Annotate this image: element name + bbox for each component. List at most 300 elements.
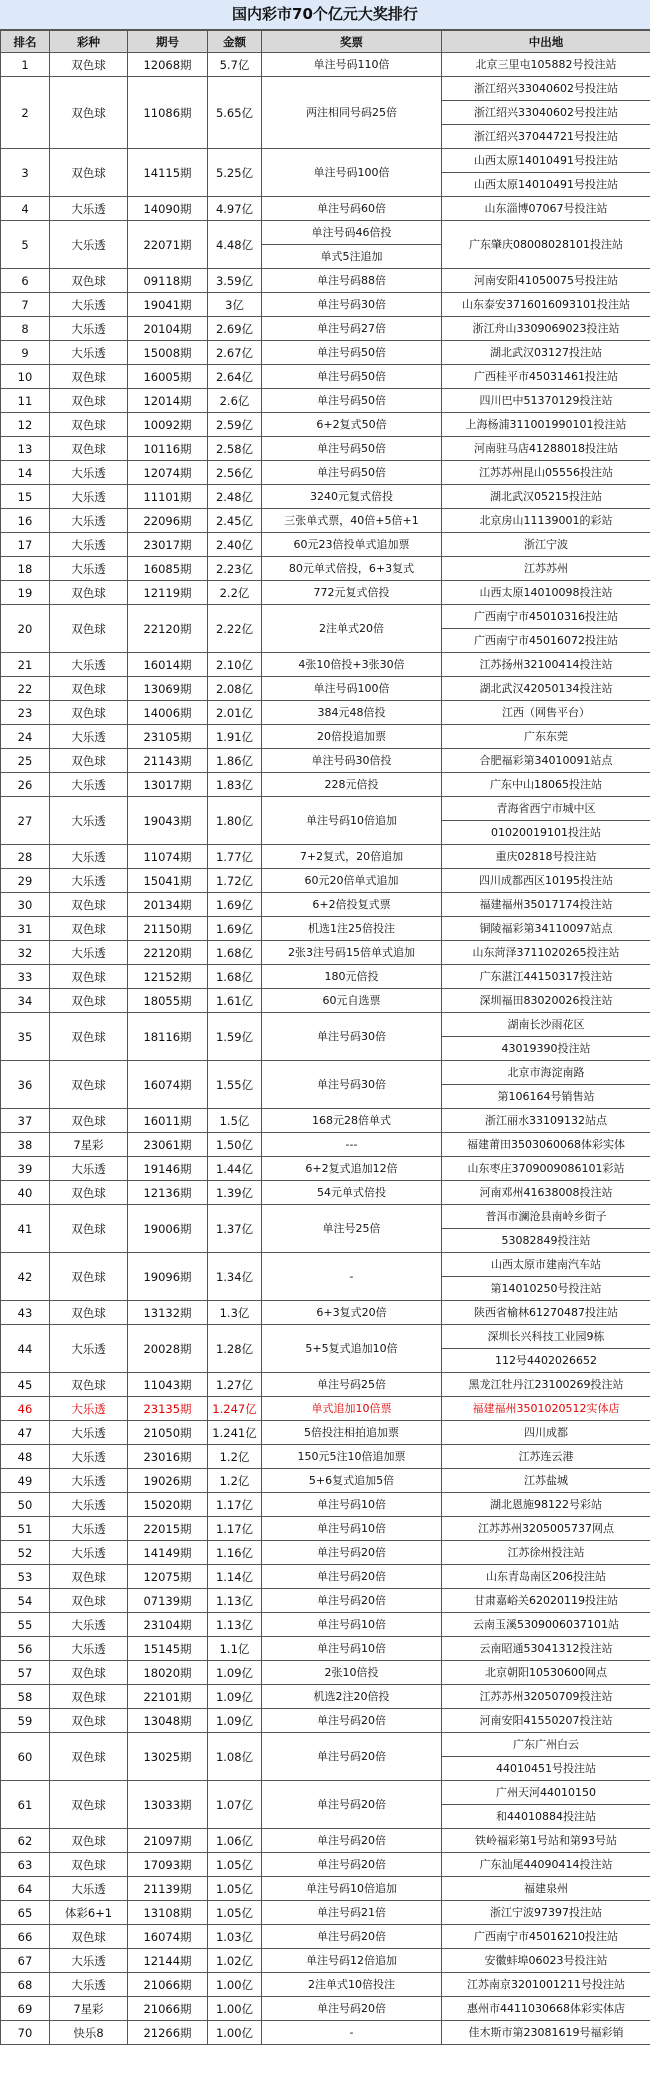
type-cell: 双色球 <box>50 965 128 989</box>
rank-cell: 11 <box>1 389 50 413</box>
rank-cell: 62 <box>1 1829 50 1853</box>
rank-cell: 2 <box>1 77 50 149</box>
location-cell: 北京三里屯105882号投注站 <box>442 53 650 77</box>
amount-cell: 2.69亿 <box>208 317 262 341</box>
table-row <box>1 1061 650 1085</box>
table-row <box>1 437 650 461</box>
table-row <box>1 77 650 101</box>
location-cell: 广东东莞 <box>442 725 650 749</box>
award-cell: 单注号码20倍 <box>262 1733 442 1781</box>
location-cell: 陕西省榆林61270487投注站 <box>442 1301 650 1325</box>
location-cell: 江苏苏州32050709投注站 <box>442 1685 650 1709</box>
amount-cell: 2.45亿 <box>208 509 262 533</box>
amount-cell: 2.6亿 <box>208 389 262 413</box>
amount-cell: 1.09亿 <box>208 1661 262 1685</box>
location-cell: 铜陵福彩第34110097站点 <box>442 917 650 941</box>
amount-cell: 1.28亿 <box>208 1325 262 1373</box>
table-row <box>1 1661 650 1685</box>
amount-cell: 1.55亿 <box>208 1061 262 1109</box>
issue-cell: 11043期 <box>128 1373 208 1397</box>
issue-cell: 16011期 <box>128 1109 208 1133</box>
location-cell: 四川巴中51370129投注站 <box>442 389 650 413</box>
location-cell: 湖北武汉42050134投注站 <box>442 677 650 701</box>
award-cell: 168元28倍单式 <box>262 1109 442 1133</box>
award-cell: 单注号码25倍 <box>262 1373 442 1397</box>
issue-cell: 17093期 <box>128 1853 208 1877</box>
amount-cell: 1.2亿 <box>208 1445 262 1469</box>
issue-cell: 15041期 <box>128 869 208 893</box>
issue-cell: 19096期 <box>128 1253 208 1301</box>
award-cell: 单注号码10倍 <box>262 1613 442 1637</box>
location-cell: 江苏徐州投注站 <box>442 1541 650 1565</box>
location-cell: 广西桂平市45031461投注站 <box>442 365 650 389</box>
issue-cell: 11101期 <box>128 485 208 509</box>
type-cell: 大乐透 <box>50 1973 128 1997</box>
rank-cell: 61 <box>1 1781 50 1829</box>
amount-cell: 1.07亿 <box>208 1781 262 1829</box>
type-cell: 双色球 <box>50 77 128 149</box>
location-cell: 普洱市澜沧县南岭乡街子 <box>442 1205 650 1229</box>
location-cell: 深圳长兴科技工业园9栋 <box>442 1325 650 1349</box>
award-cell: 单注号码20倍 <box>262 1853 442 1877</box>
table-row <box>1 1325 650 1349</box>
type-cell: 双色球 <box>50 677 128 701</box>
award-header: 奖票 <box>262 31 442 53</box>
rank-cell: 27 <box>1 797 50 845</box>
type-cell: 7星彩 <box>50 1997 128 2021</box>
issue-cell: 11074期 <box>128 845 208 869</box>
type-cell: 双色球 <box>50 1301 128 1325</box>
table-row <box>1 701 650 725</box>
table-row <box>1 509 650 533</box>
award-cell: 两注相同号码25倍 <box>262 77 442 149</box>
rank-cell: 39 <box>1 1157 50 1181</box>
amount-cell: 2.22亿 <box>208 605 262 653</box>
table-row <box>1 1301 650 1325</box>
rank-cell: 52 <box>1 1541 50 1565</box>
rank-cell: 43 <box>1 1301 50 1325</box>
award-cell: 5倍投注相拍追加票 <box>262 1421 442 1445</box>
award-cell: 单注号码50倍 <box>262 365 442 389</box>
type-cell: 双色球 <box>50 1181 128 1205</box>
award-cell: 单式5注追加 <box>262 245 442 269</box>
award-cell: 单注号码30倍 <box>262 1013 442 1061</box>
issue-cell: 23135期 <box>128 1397 208 1421</box>
table-row <box>1 1205 650 1229</box>
table-row <box>1 1013 650 1037</box>
amount-cell: 1.00亿 <box>208 1997 262 2021</box>
rank-cell: 24 <box>1 725 50 749</box>
type-cell: 双色球 <box>50 1373 128 1397</box>
award-cell: 单注号码20倍 <box>262 1709 442 1733</box>
type-cell: 大乐透 <box>50 1397 128 1421</box>
rank-cell: 7 <box>1 293 50 317</box>
type-cell: 双色球 <box>50 389 128 413</box>
rank-cell: 4 <box>1 197 50 221</box>
location-cell: 江苏苏州昆山05556投注站 <box>442 461 650 485</box>
award-cell: 2张10倍投 <box>262 1661 442 1685</box>
amount-cell: 1.80亿 <box>208 797 262 845</box>
rank-cell: 41 <box>1 1205 50 1253</box>
issue-cell: 13017期 <box>128 773 208 797</box>
type-cell: 快乐8 <box>50 2021 128 2045</box>
location-cell: 43019390投注站 <box>442 1037 650 1061</box>
amount-cell: 1.86亿 <box>208 749 262 773</box>
amount-cell: 1.3亿 <box>208 1301 262 1325</box>
type-cell: 双色球 <box>50 1661 128 1685</box>
issue-cell: 12075期 <box>128 1565 208 1589</box>
amount-cell: 1.68亿 <box>208 965 262 989</box>
location-cell: 广东肇庆08008028101投注站 <box>442 221 650 269</box>
type-cell: 大乐透 <box>50 1637 128 1661</box>
award-cell: 单注号码10倍追加 <box>262 1877 442 1901</box>
issue-cell: 15145期 <box>128 1637 208 1661</box>
location-cell: 山东淄博07067号投注站 <box>442 197 650 221</box>
type-cell: 双色球 <box>50 581 128 605</box>
type-cell: 大乐透 <box>50 1517 128 1541</box>
rank-cell: 33 <box>1 965 50 989</box>
amount-cell: 4.97亿 <box>208 197 262 221</box>
table-row <box>1 1157 650 1181</box>
type-cell: 双色球 <box>50 749 128 773</box>
location-cell: 山东青岛南区206投注站 <box>442 1565 650 1589</box>
issue-cell: 11086期 <box>128 77 208 149</box>
award-cell: 三张单式票，40倍+5倍+1 <box>262 509 442 533</box>
table-row <box>1 581 650 605</box>
award-cell: 单注号码20倍 <box>262 1589 442 1613</box>
amount-cell: 2.01亿 <box>208 701 262 725</box>
table-row <box>1 1853 650 1877</box>
location-cell: 河南安阳41550207投注站 <box>442 1709 650 1733</box>
location-cell: 四川成都 <box>442 1421 650 1445</box>
type-cell: 大乐透 <box>50 797 128 845</box>
location-cell: 广东广州白云 <box>442 1733 650 1757</box>
location-header: 中出地 <box>442 31 650 53</box>
table-row <box>1 1181 650 1205</box>
rank-cell: 16 <box>1 509 50 533</box>
amount-cell: 1.247亿 <box>208 1397 262 1421</box>
table-row <box>1 1709 650 1733</box>
award-cell: 单注号码20倍 <box>262 1829 442 1853</box>
type-cell: 双色球 <box>50 1589 128 1613</box>
issue-cell: 21150期 <box>128 917 208 941</box>
table-row <box>1 1253 650 1277</box>
location-cell: 和44010884投注站 <box>442 1805 650 1829</box>
amount-cell: 1.17亿 <box>208 1493 262 1517</box>
rank-cell: 70 <box>1 2021 50 2045</box>
issue-cell: 09118期 <box>128 269 208 293</box>
type-cell: 双色球 <box>50 53 128 77</box>
rank-cell: 8 <box>1 317 50 341</box>
rank-cell: 57 <box>1 1661 50 1685</box>
amount-cell: 1.09亿 <box>208 1685 262 1709</box>
location-cell: 湖北武汉05215投注站 <box>442 485 650 509</box>
type-header: 彩种 <box>50 31 128 53</box>
award-cell: 单注号码50倍 <box>262 461 442 485</box>
table-row <box>1 413 650 437</box>
location-cell: 湖南长沙雨花区 <box>442 1013 650 1037</box>
amount-cell: 1.2亿 <box>208 1469 262 1493</box>
rank-cell: 40 <box>1 1181 50 1205</box>
issue-cell: 12119期 <box>128 581 208 605</box>
type-cell: 双色球 <box>50 1565 128 1589</box>
issue-cell: 22120期 <box>128 941 208 965</box>
issue-cell: 13108期 <box>128 1901 208 1925</box>
amount-cell: 5.7亿 <box>208 53 262 77</box>
issue-cell: 14090期 <box>128 197 208 221</box>
type-cell: 双色球 <box>50 413 128 437</box>
table-row <box>1 1421 650 1445</box>
award-cell: 单注号码50倍 <box>262 389 442 413</box>
table-row <box>1 365 650 389</box>
type-cell: 大乐透 <box>50 1493 128 1517</box>
amount-cell: 1.241亿 <box>208 1421 262 1445</box>
table-row <box>1 461 650 485</box>
issue-cell: 22120期 <box>128 605 208 653</box>
rank-cell: 17 <box>1 533 50 557</box>
table-row <box>1 1133 650 1157</box>
issue-cell: 19026期 <box>128 1469 208 1493</box>
table-row <box>1 1925 650 1949</box>
amount-cell: 5.25亿 <box>208 149 262 197</box>
award-cell: 单注号码10倍追加 <box>262 797 442 845</box>
document-title: 国内彩市70个亿元大奖排行 <box>0 0 650 30</box>
type-cell: 大乐透 <box>50 317 128 341</box>
award-cell: 228元倍投 <box>262 773 442 797</box>
issue-cell: 22101期 <box>128 1685 208 1709</box>
issue-cell: 23016期 <box>128 1445 208 1469</box>
table-row <box>1 1877 650 1901</box>
rank-cell: 35 <box>1 1013 50 1061</box>
rank-cell: 50 <box>1 1493 50 1517</box>
award-cell: 384元48倍投 <box>262 701 442 725</box>
location-cell: 山东枣庄3709009086101彩站 <box>442 1157 650 1181</box>
table-row <box>1 941 650 965</box>
issue-cell: 16014期 <box>128 653 208 677</box>
issue-cell: 19041期 <box>128 293 208 317</box>
rank-cell: 13 <box>1 437 50 461</box>
location-cell: 浙江舟山3309069023投注站 <box>442 317 650 341</box>
location-cell: 山西太原14010491号投注站 <box>442 149 650 173</box>
location-cell: 湖北武汉03127投注站 <box>442 341 650 365</box>
type-cell: 大乐透 <box>50 869 128 893</box>
award-cell: --- <box>262 1133 442 1157</box>
issue-cell: 12144期 <box>128 1949 208 1973</box>
award-cell: - <box>262 2021 442 2045</box>
rank-cell: 54 <box>1 1589 50 1613</box>
type-cell: 双色球 <box>50 1925 128 1949</box>
rank-cell: 14 <box>1 461 50 485</box>
issue-cell: 15008期 <box>128 341 208 365</box>
amount-cell: 2.23亿 <box>208 557 262 581</box>
rank-cell: 26 <box>1 773 50 797</box>
amount-cell: 3亿 <box>208 293 262 317</box>
table-row <box>1 1109 650 1133</box>
type-cell: 大乐透 <box>50 1469 128 1493</box>
type-cell: 大乐透 <box>50 1613 128 1637</box>
award-cell: 单注号码21倍 <box>262 1901 442 1925</box>
amount-cell: 2.67亿 <box>208 341 262 365</box>
issue-cell: 21066期 <box>128 1997 208 2021</box>
award-cell: 单注号码12倍追加 <box>262 1949 442 1973</box>
issue-cell: 20134期 <box>128 893 208 917</box>
type-cell: 大乐透 <box>50 533 128 557</box>
issue-cell: 07139期 <box>128 1589 208 1613</box>
type-cell: 双色球 <box>50 917 128 941</box>
type-cell: 大乐透 <box>50 1421 128 1445</box>
table-row <box>1 797 650 821</box>
award-cell: 单注号码60倍 <box>262 197 442 221</box>
type-cell: 大乐透 <box>50 1157 128 1181</box>
award-cell: 单注号码50倍 <box>262 437 442 461</box>
award-cell: 单注号码27倍 <box>262 317 442 341</box>
table-row <box>1 1373 650 1397</box>
amount-cell: 1.39亿 <box>208 1181 262 1205</box>
type-cell: 大乐透 <box>50 1541 128 1565</box>
amount-cell: 1.83亿 <box>208 773 262 797</box>
award-cell: 单注号码10倍 <box>262 1493 442 1517</box>
amount-cell: 2.56亿 <box>208 461 262 485</box>
type-cell: 大乐透 <box>50 197 128 221</box>
table-row <box>1 917 650 941</box>
rank-cell: 53 <box>1 1565 50 1589</box>
rank-cell: 12 <box>1 413 50 437</box>
rank-cell: 60 <box>1 1733 50 1781</box>
location-cell: 浙江绍兴37044721号投注站 <box>442 125 650 149</box>
issue-cell: 13069期 <box>128 677 208 701</box>
table-row <box>1 1469 650 1493</box>
award-cell: 6+3复式20倍 <box>262 1301 442 1325</box>
location-cell: 甘肃嘉峪关62020119投注站 <box>442 1589 650 1613</box>
rank-cell: 67 <box>1 1949 50 1973</box>
issue-cell: 21266期 <box>128 2021 208 2045</box>
issue-cell: 14149期 <box>128 1541 208 1565</box>
location-cell: 江苏扬州32100414投注站 <box>442 653 650 677</box>
issue-cell: 21050期 <box>128 1421 208 1445</box>
amount-cell: 2.10亿 <box>208 653 262 677</box>
table-body <box>1 53 650 2045</box>
type-cell: 大乐透 <box>50 845 128 869</box>
table-row <box>1 341 650 365</box>
rank-cell: 42 <box>1 1253 50 1301</box>
table-row <box>1 749 650 773</box>
location-cell: 云南玉溪5309006037101站 <box>442 1613 650 1637</box>
table-row <box>1 53 650 77</box>
location-cell: 云南昭通53041312投注站 <box>442 1637 650 1661</box>
rank-cell: 29 <box>1 869 50 893</box>
issue-cell: 13033期 <box>128 1781 208 1829</box>
type-cell: 双色球 <box>50 1013 128 1061</box>
type-cell: 大乐透 <box>50 1949 128 1973</box>
amount-cell: 3.59亿 <box>208 269 262 293</box>
table-row <box>1 317 650 341</box>
issue-cell: 10092期 <box>128 413 208 437</box>
location-cell: 44010451号投注站 <box>442 1757 650 1781</box>
table-row <box>1 221 650 245</box>
issue-cell: 21143期 <box>128 749 208 773</box>
type-cell: 大乐透 <box>50 221 128 269</box>
issue-cell: 21097期 <box>128 1829 208 1853</box>
location-cell: 第106164号销售站 <box>442 1085 650 1109</box>
table-row <box>1 293 650 317</box>
amount-cell: 1.69亿 <box>208 893 262 917</box>
rank-cell: 32 <box>1 941 50 965</box>
award-cell: 单注号码20倍 <box>262 1997 442 2021</box>
type-cell: 双色球 <box>50 1109 128 1133</box>
amount-cell: 1.91亿 <box>208 725 262 749</box>
type-cell: 大乐透 <box>50 293 128 317</box>
award-cell: 单注号码20倍 <box>262 1541 442 1565</box>
rank-cell: 56 <box>1 1637 50 1661</box>
issue-cell: 23061期 <box>128 1133 208 1157</box>
award-cell: 单式追加10倍票 <box>262 1397 442 1421</box>
table-row <box>1 725 650 749</box>
amount-cell: 1.50亿 <box>208 1133 262 1157</box>
issue-cell: 12152期 <box>128 965 208 989</box>
award-cell: 7+2复式，20倍追加 <box>262 845 442 869</box>
location-cell: 江苏南京3201001211号投注站 <box>442 1973 650 1997</box>
award-cell: 80元单式倍投，6+3复式 <box>262 557 442 581</box>
rank-cell: 31 <box>1 917 50 941</box>
location-cell: 河南安阳41050075号投注站 <box>442 269 650 293</box>
header-row <box>1 31 650 53</box>
location-cell: 浙江宁波 <box>442 533 650 557</box>
issue-cell: 19006期 <box>128 1205 208 1253</box>
award-cell: 单注号码30倍 <box>262 293 442 317</box>
award-cell: 单注号码30倍投 <box>262 749 442 773</box>
issue-cell: 16074期 <box>128 1061 208 1109</box>
type-cell: 双色球 <box>50 1061 128 1109</box>
table-row <box>1 1733 650 1757</box>
table-row <box>1 1973 650 1997</box>
location-cell: 广东湛江44150317投注站 <box>442 965 650 989</box>
amount-cell: 1.05亿 <box>208 1877 262 1901</box>
location-cell: 山西太原14010098投注站 <box>442 581 650 605</box>
rank-cell: 55 <box>1 1613 50 1637</box>
table-row <box>1 1493 650 1517</box>
type-cell: 大乐透 <box>50 1445 128 1469</box>
rank-cell: 9 <box>1 341 50 365</box>
issue-cell: 13048期 <box>128 1709 208 1733</box>
rank-cell: 19 <box>1 581 50 605</box>
issue-cell: 14115期 <box>128 149 208 197</box>
table-row <box>1 773 650 797</box>
issue-cell: 18055期 <box>128 989 208 1013</box>
type-cell: 大乐透 <box>50 725 128 749</box>
location-cell: 江苏连云港 <box>442 1445 650 1469</box>
table-row <box>1 1589 650 1613</box>
location-cell: 深圳福田83020026投注站 <box>442 989 650 1013</box>
ranking-table <box>0 30 650 2045</box>
amount-cell: 1.34亿 <box>208 1253 262 1301</box>
location-cell: 广西南宁市45010316投注站 <box>442 605 650 629</box>
issue-cell: 16074期 <box>128 1925 208 1949</box>
rank-cell: 44 <box>1 1325 50 1373</box>
award-cell: 60元23倍投单式追加票 <box>262 533 442 557</box>
rank-cell: 18 <box>1 557 50 581</box>
amount-cell: 2.58亿 <box>208 437 262 461</box>
type-cell: 大乐透 <box>50 341 128 365</box>
location-cell: 福建泉州 <box>442 1877 650 1901</box>
amount-cell: 1.27亿 <box>208 1373 262 1397</box>
table-row <box>1 485 650 509</box>
rank-cell: 46 <box>1 1397 50 1421</box>
issue-cell: 23104期 <box>128 1613 208 1637</box>
issue-cell: 22015期 <box>128 1517 208 1541</box>
award-cell: 180元倍投 <box>262 965 442 989</box>
type-cell: 双色球 <box>50 893 128 917</box>
amount-cell: 1.05亿 <box>208 1853 262 1877</box>
